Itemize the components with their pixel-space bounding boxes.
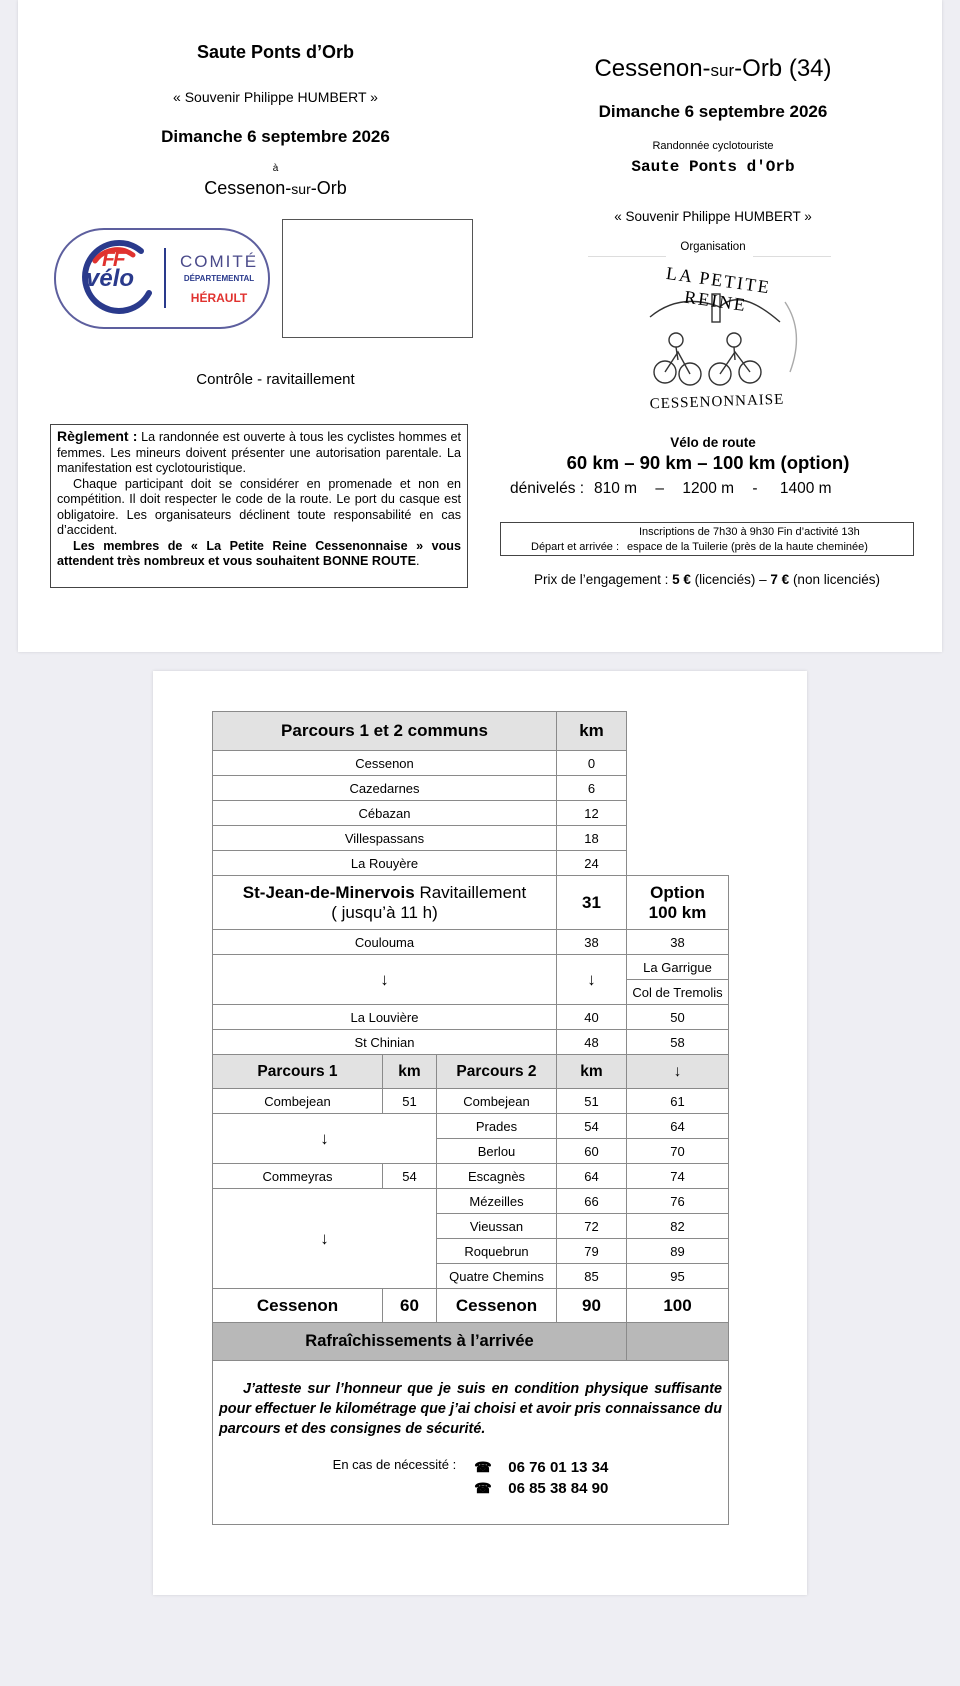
denivele-100: 1400 m <box>779 480 832 497</box>
place-cell: Prades <box>437 1114 557 1139</box>
parcours1-header: Parcours 1 <box>213 1055 383 1089</box>
km-header: km <box>557 1055 627 1089</box>
left-city <box>123 178 428 199</box>
km-cell: 51 <box>383 1089 437 1114</box>
option-km-cell: 89 <box>627 1239 729 1264</box>
reglement-p3: Les membres de « La Petite Reine Cessenonnaise » vous attendent très nombreux et vous souhaitent BONNE ROUTE <box>57 538 461 568</box>
table-row <box>213 801 729 826</box>
cas-label: En cas de nécessité : <box>332 1457 457 1472</box>
arrow-down-icon: ↓ <box>213 955 557 1005</box>
ff-text: FF <box>102 248 124 271</box>
table-row <box>213 1030 729 1055</box>
ravito-place: St-Jean-de-Minervois <box>242 882 415 902</box>
flyer-page <box>18 0 942 652</box>
reglement-p1: La randonnée est ouverte à tous les cyclistes hommes et femmes. Les mineurs doivent présenter une autorisation parentale. La manifestation est cyclotouristique. <box>57 430 461 475</box>
deniveles-label: dénivelés : <box>510 480 585 497</box>
table-row <box>213 1089 729 1114</box>
right-city-end: -Orb (34) <box>734 55 832 82</box>
option-km-cell: 95 <box>627 1264 729 1289</box>
left-a: à <box>272 163 279 174</box>
parcours-table <box>212 711 729 1525</box>
parcours2-header: Parcours 2 <box>437 1055 557 1089</box>
common-header: Parcours 1 et 2 communs <box>213 712 557 751</box>
arrow-down-icon: ↓ <box>627 1055 729 1089</box>
comite-text: COMITÉ <box>179 252 259 271</box>
place-cell: Col de Tremolis <box>627 980 729 1005</box>
prix-non-licencies: 7 € <box>770 572 790 587</box>
place-cell: St Chinian <box>213 1030 557 1055</box>
right-city-sur: sur <box>710 61 735 80</box>
table-row <box>213 851 729 876</box>
option-km-cell: 70 <box>627 1139 729 1164</box>
option-km-cell: 74 <box>627 1164 729 1189</box>
reglement-box <box>50 424 468 588</box>
inscriptions-hours: Inscriptions de 7h30 à 9h30 Fin d’activité 13h <box>639 526 860 538</box>
denivele-60: 810 m <box>594 480 638 497</box>
reglement-heading: Règlement : <box>57 428 138 444</box>
option-km-cell: 58 <box>627 1030 729 1055</box>
place-cell: Villespassans <box>213 826 557 851</box>
attestation-cell <box>213 1361 729 1525</box>
parcours-page <box>153 671 807 1595</box>
km-cell: 79 <box>557 1239 627 1264</box>
table-row <box>213 1289 729 1323</box>
right-city-main: Cessenon- <box>594 55 711 82</box>
km-cell: 48 <box>557 1030 627 1055</box>
place-cell: Roquebrun <box>437 1239 557 1264</box>
phone-icon: ☎ <box>474 1480 492 1496</box>
left-title: Saute Ponts d’Orb <box>196 42 355 62</box>
denivele-sep2: - <box>752 480 758 497</box>
arrow-down-icon: ↓ <box>557 955 627 1005</box>
right-saute-title: Saute Ponts d'Orb <box>631 158 795 176</box>
option-km: 100 km <box>648 902 707 922</box>
final-km-option: 100 <box>627 1289 729 1323</box>
table-row <box>213 1005 729 1030</box>
velo-de-route: Vélo de route <box>670 435 756 450</box>
option-label: Option <box>650 882 705 902</box>
arrow-down-icon: ↓ <box>213 1114 437 1164</box>
controle-ravitaillement: Contrôle - ravitaillement <box>196 371 355 388</box>
organisation-label: Organisation <box>680 241 746 253</box>
place-cell: Berlou <box>437 1139 557 1164</box>
velo-text: vélo <box>86 265 135 292</box>
club-name-top: LA PETITE REINE <box>664 262 773 316</box>
place-cell: Quatre Chemins <box>437 1264 557 1289</box>
denivele-90: 1200 m <box>682 480 735 497</box>
rafraichissements-banner: Rafraîchissements à l’arrivée <box>213 1323 627 1361</box>
table-row <box>213 1055 729 1089</box>
place-cell: Coulouma <box>213 930 557 955</box>
km-cell: 66 <box>557 1189 627 1214</box>
left-city-end: -Orb <box>310 178 347 198</box>
km-header: km <box>383 1055 437 1089</box>
phone-number-1[interactable]: 06 76 01 13 34 <box>508 1459 609 1476</box>
prix-licencies: 5 € <box>672 572 691 587</box>
right-souvenir: « Souvenir Philippe HUMBERT » <box>614 209 812 224</box>
option-km-cell: 50 <box>627 1005 729 1030</box>
km-cell: 0 <box>557 751 627 776</box>
petite-reine-logo <box>610 262 820 430</box>
club-name-bottom: CESSENONNAISE <box>649 391 785 413</box>
herault-text: HÉRAULT <box>190 291 248 305</box>
final-place-p2: Cessenon <box>437 1289 557 1323</box>
km-cell: 51 <box>557 1089 627 1114</box>
km-cell: 24 <box>557 851 627 876</box>
option-header <box>627 876 729 930</box>
place-cell: Cessenon <box>213 751 557 776</box>
place-cell: Vieussan <box>437 1214 557 1239</box>
denivele-sep1: – <box>655 480 665 497</box>
final-place-p1: Cessenon <box>213 1289 383 1323</box>
ravito-hours: ( jusqu’à 11 h) <box>331 902 438 922</box>
place-cell: Combejean <box>437 1089 557 1114</box>
table-row <box>213 1189 729 1214</box>
option-km-cell: 38 <box>627 930 729 955</box>
km-cell: 12 <box>557 801 627 826</box>
attestation-text: J’atteste sur l’honneur que je suis en condition physique suffisante pour effectuer le kilométrage que j’ai choisi et avoir pris connaissance du parcours et des consignes de sécurité. <box>219 1381 722 1437</box>
option-km-cell: 64 <box>627 1114 729 1139</box>
table-row <box>213 1114 729 1139</box>
place-cell: Cazedarnes <box>213 776 557 801</box>
prix-engagement <box>500 572 914 587</box>
table-row <box>213 1164 729 1189</box>
km-cell: 64 <box>557 1164 627 1189</box>
km-cell: 54 <box>557 1114 627 1139</box>
table-row <box>213 826 729 851</box>
phone-numbers <box>474 1457 608 1499</box>
table-row <box>213 751 729 776</box>
km-cell: 38 <box>557 930 627 955</box>
option-km-cell: 61 <box>627 1089 729 1114</box>
option-km-cell: 82 <box>627 1214 729 1239</box>
km-cell: 85 <box>557 1264 627 1289</box>
left-date: Dimanche 6 septembre 2026 <box>161 127 390 146</box>
left-souvenir: « Souvenir Philippe HUMBERT » <box>173 89 378 105</box>
phone-icon: ☎ <box>474 1459 492 1475</box>
table-row <box>213 930 729 955</box>
empty-stamp-box <box>282 219 473 338</box>
prix-label: Prix de l’engagement : <box>534 572 673 587</box>
final-km-p2: 90 <box>557 1289 627 1323</box>
inscriptions-box <box>500 522 914 556</box>
place-cell: La Louvière <box>213 1005 557 1030</box>
distances: 60 km – 90 km – 100 km (option) <box>566 452 850 473</box>
place-cell: La Rouyère <box>213 851 557 876</box>
table-row <box>213 712 729 751</box>
place-cell: Escagnès <box>437 1164 557 1189</box>
km-cell: 31 <box>557 876 627 930</box>
left-city-sur: sur <box>291 181 311 197</box>
table-row <box>213 1323 729 1361</box>
reglement-p2: Chaque participant doit se considérer en promenade et non en compétition. Il doit respecter le code de la route. Le port du casque est obligatoire. Les organisateurs déclinent toute responsabilité en cas d’accident. <box>57 476 461 537</box>
km-cell: 72 <box>557 1214 627 1239</box>
place-cell: La Garrigue <box>627 955 729 980</box>
place-cell: Commeyras <box>213 1164 383 1189</box>
phone-number-2[interactable]: 06 85 38 84 90 <box>508 1480 609 1497</box>
left-city-main: Cessenon- <box>204 178 292 198</box>
deniveles-values <box>594 480 864 498</box>
ravito-label: Ravitaillement <box>414 882 527 902</box>
place-cell: Combejean <box>213 1089 383 1114</box>
reglement-p3-end: . <box>415 554 420 568</box>
option-km-cell: 76 <box>627 1189 729 1214</box>
ffvelo-logo <box>54 228 270 329</box>
prix-licencies-label: (licenciés) – <box>690 572 771 587</box>
depart-lieu: espace de la Tuilerie (près de la haute cheminée) <box>627 541 868 553</box>
right-city <box>578 55 848 83</box>
depart-label: Départ et arrivée : <box>531 541 620 553</box>
departemental-text: DÉPARTEMENTAL <box>183 274 255 283</box>
place-cell: Cébazan <box>213 801 557 826</box>
randonnee-label: Randonnée cyclotouriste <box>652 140 774 152</box>
place-cell: Mézeilles <box>437 1189 557 1214</box>
table-row <box>213 776 729 801</box>
final-km-p1: 60 <box>383 1289 437 1323</box>
km-cell: 6 <box>557 776 627 801</box>
table-row <box>213 876 729 930</box>
km-cell: 54 <box>383 1164 437 1189</box>
contact-block <box>219 1457 722 1499</box>
right-date: Dimanche 6 septembre 2026 <box>598 102 828 121</box>
km-cell: 60 <box>557 1139 627 1164</box>
km-cell: 18 <box>557 826 627 851</box>
ravitaillement-cell <box>213 876 557 930</box>
prix-non-licencies-label: (non licenciés) <box>789 572 880 587</box>
table-row <box>213 955 729 980</box>
km-cell: 40 <box>557 1005 627 1030</box>
table-row <box>213 1361 729 1525</box>
km-header: km <box>557 712 627 751</box>
arrow-down-icon: ↓ <box>213 1189 437 1289</box>
